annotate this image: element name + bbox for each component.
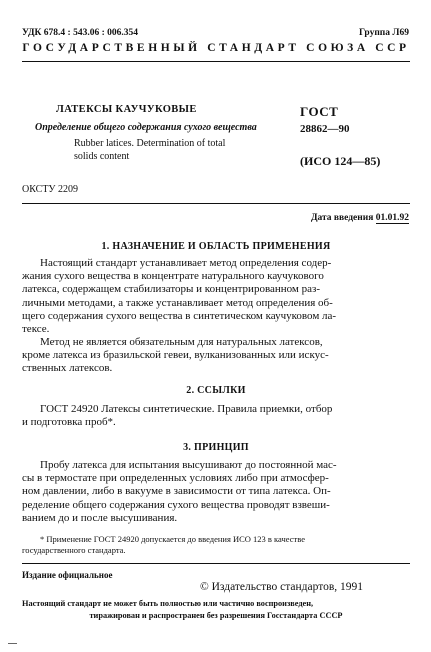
gost-number: 28862—90 (300, 123, 350, 135)
section-3-paragraph (22, 459, 410, 525)
section-3-title: 3. ПРИНЦИП (183, 442, 249, 453)
paragraph-line: ределение общего содержания сухого вещества проводят взвеши- (22, 498, 330, 511)
paragraph-line: ном давлении, либо в вакууме в зависимости от типа латекса. Оп- (22, 485, 331, 498)
section-2-title: 2. ССЫЛКИ (186, 385, 246, 396)
corner-mark (8, 643, 17, 644)
date-of-introduction (311, 213, 409, 223)
paragraph-line: щего содержания сухого вещества в синтетическом каучуковом ла- (22, 309, 337, 322)
paragraph-line: ственных латексов. (22, 362, 113, 375)
section-1-paragraph-2 (22, 336, 410, 376)
paragraph-line: Настоящий стандарт устанавливает метод определения содер- (40, 257, 332, 269)
paragraph-line: личными методами, а также устанавливает метод определения об- (22, 296, 333, 309)
header-rule (22, 61, 410, 62)
document-subtitle: Определение общего содержания сухого вещества (35, 122, 257, 133)
title-block-rule (22, 203, 410, 204)
paragraph-line: Метод не является обязательным для натуральных латексов, (40, 336, 323, 348)
section-1-paragraph-1 (22, 257, 410, 336)
paragraph-line: сы в термостате при определенных условиях либо при атмосфер- (22, 472, 329, 485)
footer-rule (22, 563, 410, 564)
reproduction-notice-line-2: тиражирован и распространен без разрешения Госстандарта СССР (89, 611, 343, 620)
state-standard-heading: ГОСУДАРСТВЕННЫЙ СТАНДАРТ СОЮЗА ССР (22, 42, 410, 54)
date-value: 01.01.92 (375, 213, 409, 223)
paragraph-line: кроме латекса из бразильской гевеи, вулканизованных или искус- (22, 349, 329, 362)
document-title: ЛАТЕКСЫ КАУЧУКОВЫЕ (56, 104, 197, 115)
okstu-code: ОКСТУ 2209 (22, 184, 79, 195)
paragraph-line: жания сухого вещества в концентрате натурального каучукового (22, 270, 324, 283)
gost-label: ГОСТ (300, 104, 339, 119)
paragraph-line: латекса, содержащем стабилизаторы и концентрированном раз- (22, 283, 321, 296)
section-2-paragraph (22, 403, 410, 429)
paragraph-line: Пробу латекса для испытания высушивают до постоянной мас- (40, 459, 337, 471)
paragraph-line: ГОСТ 24920 Латексы синтетические. Правила приемки, отбор (40, 403, 333, 415)
copyright-notice: © Издательство стандартов, 1991 (200, 581, 364, 593)
footnote (22, 534, 305, 556)
section-1-title: 1. НАЗНАЧЕНИЕ И ОБЛАСТЬ ПРИМЕНЕНИЯ (101, 241, 331, 252)
paragraph-line: тексе. (22, 323, 50, 336)
udk-code: УДК 678.4 : 543.06 : 006.354 (22, 28, 139, 38)
iso-reference: (ИСО 124—85) (300, 154, 381, 168)
english-title-line-1: Rubber latices. Determination of total (74, 138, 226, 149)
official-edition-label: Издание официальное (22, 570, 113, 580)
english-title-line-2: solids content (74, 151, 130, 162)
footnote-line: * Применение ГОСТ 24920 допускается до введения ИСО 123 в качестве (40, 534, 305, 544)
footnote-line: государственного стандарта. (22, 545, 126, 555)
paragraph-line: ванием до и после высушивания. (22, 511, 178, 524)
paragraph-line: и подготовка проб*. (22, 416, 116, 429)
reproduction-notice-line-1: Настоящий стандарт не может быть полностью или частично воспроизведен, (22, 599, 314, 608)
date-label: Дата введения (310, 213, 374, 223)
group-code: Группа Л69 (358, 28, 409, 38)
